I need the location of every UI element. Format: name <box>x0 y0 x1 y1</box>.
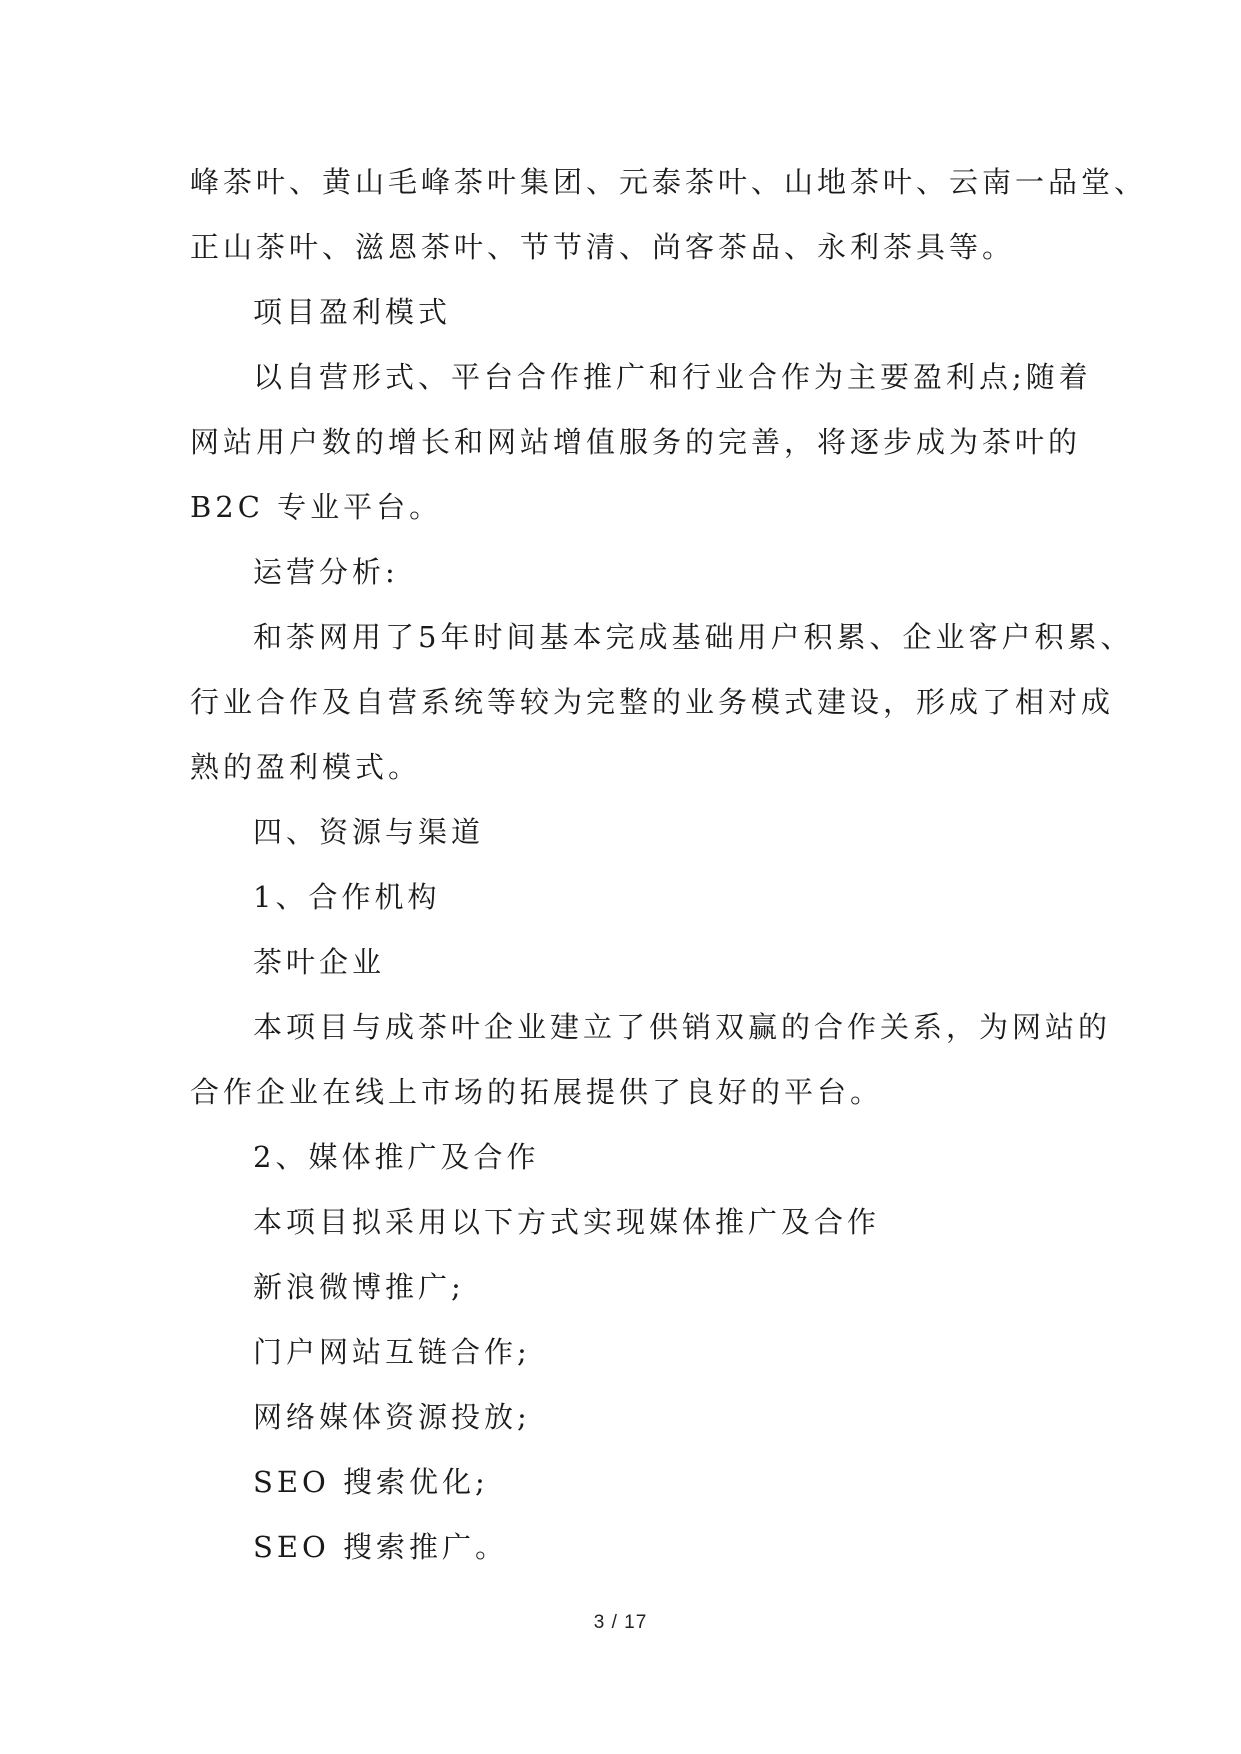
list-item: SEO 搜索优化; <box>253 1465 489 1499</box>
text-line: 网站用户数的增长和网站增值服务的完善，将逐步成为茶叶的 <box>190 425 1082 459</box>
list-item: 新浪微博推广; <box>253 1270 465 1304</box>
paragraph-start: 本项目拟采用以下方式实现媒体推广及合作 <box>253 1205 881 1239</box>
text-line: 正山茶叶、滋恩茶叶、节节清、尚客茶品、永利茶具等。 <box>190 230 1016 264</box>
section-heading: 项目盈利模式 <box>253 295 452 329</box>
text-line: 行业合作及自营系统等较为完整的业务模式建设，形成了相对成 <box>190 685 1115 719</box>
list-item: SEO 搜索推广。 <box>253 1530 509 1564</box>
paragraph-start: 本项目与成茶叶企业建立了供销双赢的合作关系，为网站的 <box>253 1010 1112 1044</box>
list-item: 门户网站互链合作; <box>253 1335 531 1369</box>
paragraph-start: 以自营形式、平台合作推广和行业合作为主要盈利点;随着 <box>253 360 1092 394</box>
text-line: 合作企业在线上市场的拓展提供了良好的平台。 <box>190 1075 884 1109</box>
subsection-heading: 2、媒体推广及合作 <box>253 1140 540 1174</box>
page-number: 3 / 17 <box>593 1612 648 1633</box>
text-line: B2C 专业平台。 <box>190 490 443 524</box>
document-body <box>190 150 1148 1580</box>
text-line: 熟的盈利模式。 <box>190 750 422 784</box>
subsection-heading: 茶叶企业 <box>253 945 386 979</box>
subsection-heading: 1、合作机构 <box>253 880 441 914</box>
section-heading: 运营分析: <box>253 555 399 589</box>
text-line: 峰茶叶、黄山毛峰茶叶集团、元泰茶叶、山地茶叶、云南一品堂、 <box>190 165 1148 199</box>
section-heading: 四、资源与渠道 <box>253 815 485 849</box>
paragraph-start: 和茶网用了5年时间基本完成基础用户积累、企业客户积累、 <box>253 620 1134 654</box>
list-item: 网络媒体资源投放; <box>253 1400 531 1434</box>
